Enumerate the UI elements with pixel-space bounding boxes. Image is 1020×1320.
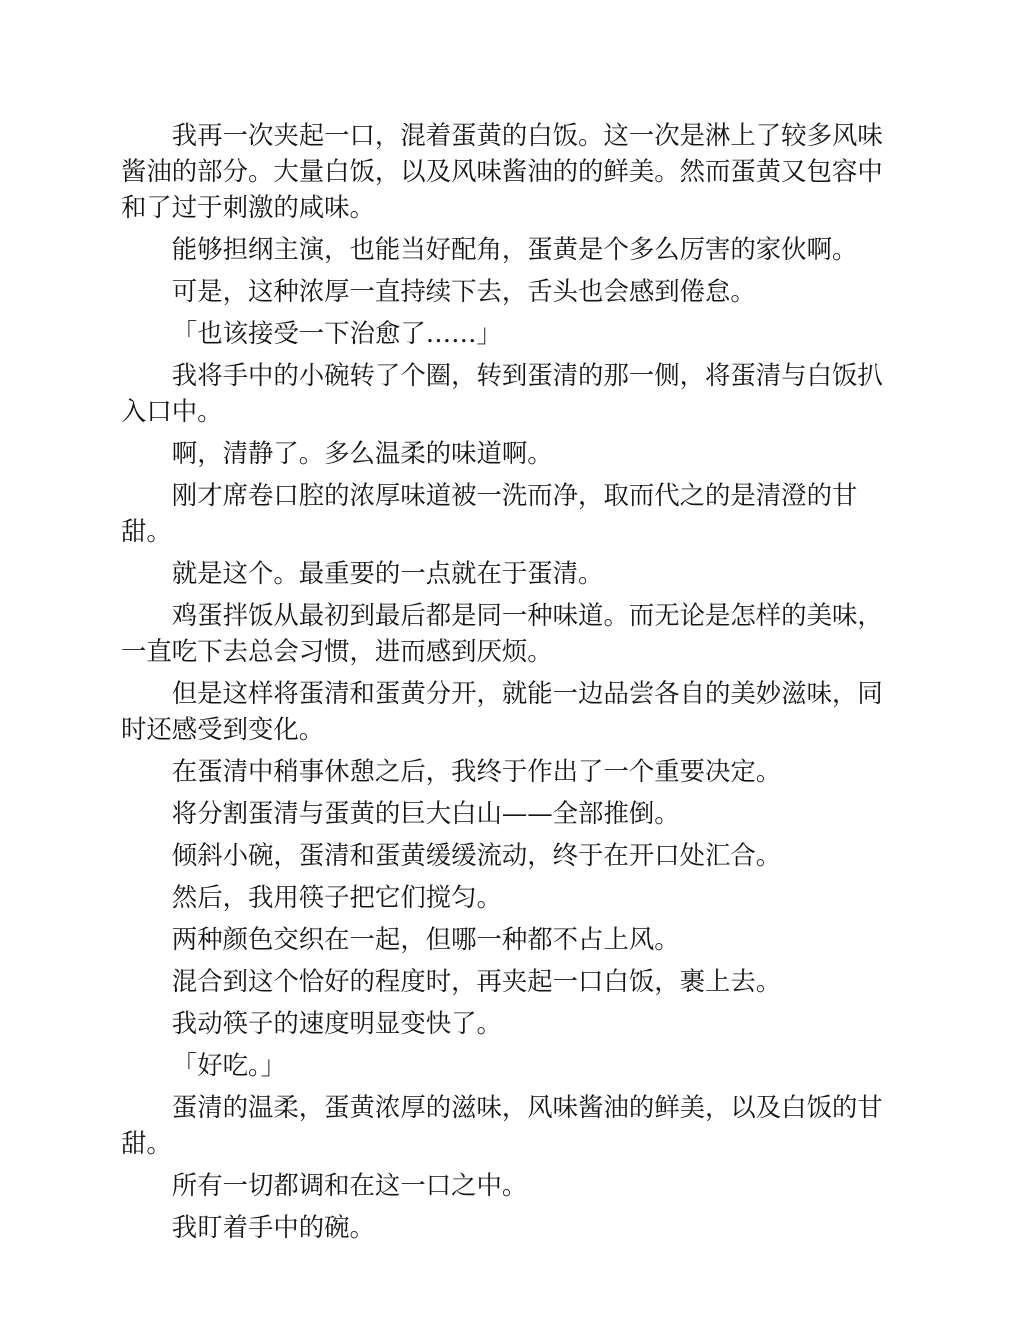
paragraph-9: 鸡蛋拌饭从最初到最后都是同一种味道。而无论是怎样的美味，一直吃下去总会习惯，进而感到厌烦。: [121, 600, 883, 666]
paragraph-1: 我再一次夹起一口，混着蛋黄的白饭。这一次是淋上了较多风味酱油的部分。大量白饭，以及风味酱油的的鲜美。然而蛋黄又包容中和了过于刺激的咸味。: [121, 120, 883, 222]
paragraph-19: 蛋清的温柔，蛋黄浓厚的滋味，风味酱油的鲜美，以及白饭的甘甜。: [121, 1092, 883, 1158]
paragraph-4: 「也该接受一下治愈了……」: [171, 318, 502, 348]
paragraph-16: 混合到这个恰好的程度时，再夹起一口白饭，裹上去。: [171, 966, 782, 996]
paragraph-18: 「好吃。」: [171, 1050, 287, 1080]
paragraph-8: 就是这个。最重要的一点就在于蛋清。: [171, 558, 604, 588]
paragraph-15: 两种颜色交织在一起，但哪一种都不占上风。: [171, 924, 680, 954]
paragraph-3: 可是，这种浓厚一直持续下去，舌头也会感到倦怠。: [171, 276, 756, 306]
paragraph-13: 倾斜小碗，蛋清和蛋黄缓缓流动，终于在开口处汇合。: [171, 840, 782, 870]
paragraph-20: 所有一切都调和在这一口之中。: [171, 1170, 528, 1200]
paragraph-2: 能够担纲主演，也能当好配角，蛋黄是个多么厉害的家伙啊。: [171, 234, 858, 264]
paragraph-11: 在蛋清中稍事休憩之后，我终于作出了一个重要决定。: [171, 756, 782, 786]
paragraph-7: 刚才席卷口腔的浓厚味道被一洗而净，取而代之的是清澄的甘甜。: [121, 480, 858, 546]
paragraph-5: 我将手中的小碗转了个圈，转到蛋清的那一侧，将蛋清与白饭扒入口中。: [121, 360, 883, 426]
paragraph-6: 啊，清静了。多么温柔的味道啊。: [171, 438, 553, 468]
text-body: [121, 117, 899, 1251]
paragraph-10: 但是这样将蛋清和蛋黄分开，就能一边品尝各自的美妙滋味，同时还感受到变化。: [121, 678, 883, 744]
paragraph-12: 将分割蛋清与蛋黄的巨大白山——全部推倒。: [171, 798, 680, 828]
paragraph-21: 我盯着手中的碗。: [171, 1212, 375, 1242]
paragraph-14: 然后，我用筷子把它们搅匀。: [171, 882, 502, 912]
paragraph-17: 我动筷子的速度明显变快了。: [171, 1008, 502, 1038]
